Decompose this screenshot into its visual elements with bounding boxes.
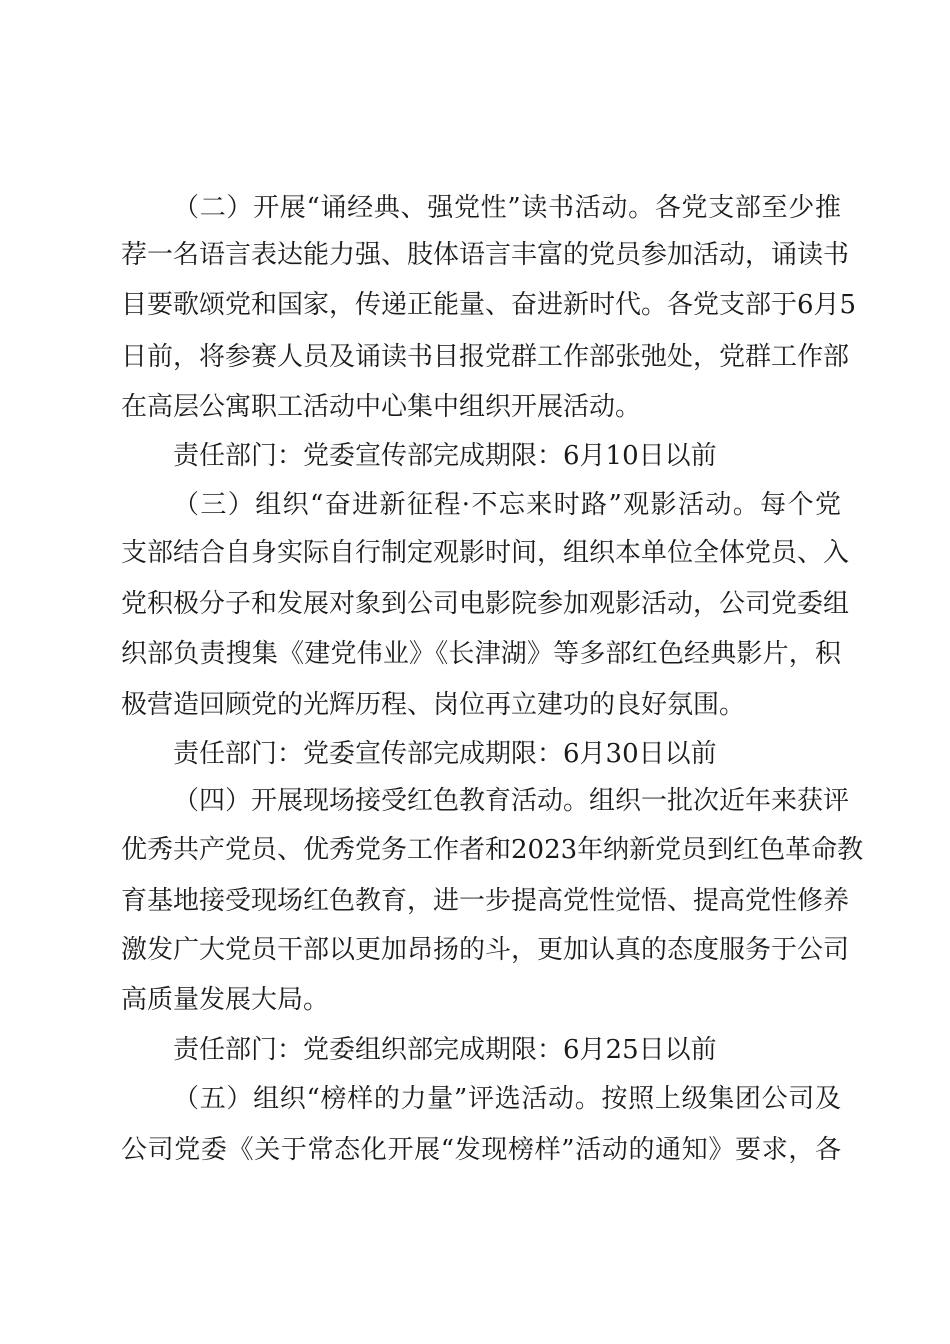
section-4-responsibility: 责任部门：党委组织部完成期限：6月25日以前 (173, 1035, 717, 1065)
section-3-line-2: 支部结合自身实际自行制定观影时间，组织本单位全体党员、入 (121, 538, 850, 568)
section-4-line-1: （四）开展现场接受红色教育活动。组织一批次近年来获评 (173, 786, 850, 816)
section-2-responsibility: 责任部门：党委宣传部完成期限：6月10日以前 (173, 441, 717, 471)
section-4-line-2: 优秀共产党员、优秀党务工作者和2023年纳新党员到红色革命教 (121, 835, 864, 865)
section-2-line-4: 日前，将参赛人员及诵读书目报党群工作部张弛处，党群工作部 (121, 342, 850, 372)
section-2-line-2: 荐一名语言表达能力强、肢体语言丰富的党员参加活动，诵读书 (121, 240, 850, 270)
section-2-line-3: 目要歌颂党和国家，传递正能量、奋进新时代。各党支部于6月5 (121, 290, 857, 320)
section-4-line-3: 育基地接受现场红色教育，进一步提高党性觉悟、提高党性修养 (121, 886, 850, 916)
section-4-line-4: 激发广大党员干部以更加昂扬的斗，更加认真的态度服务于公司 (121, 935, 850, 965)
section-5-line-2: 公司党委《关于常态化开展“发现榜样”活动的通知》要求，各 (121, 1135, 841, 1165)
section-4-line-5: 高质量发展大局。 (121, 985, 330, 1015)
section-2-line-5: 在高层公寓职工活动中心集中组织开展活动。 (121, 392, 642, 422)
section-3-line-1: （三）组织“奋进新征程·不忘来时路”观影活动。每个党 (173, 490, 841, 520)
section-3-line-4: 织部负责搜集《建党伟业》《长津湖》等多部红色经典影片，积 (121, 639, 841, 669)
section-3-responsibility: 责任部门：党委宣传部完成期限：6月30日以前 (173, 739, 717, 769)
section-5-line-1: （五）组织“榜样的力量”评选活动。按照上级集团公司及 (173, 1084, 841, 1114)
section-3-line-5: 极营造回顾党的光辉历程、岗位再立建功的良好氛围。 (121, 690, 746, 720)
section-3-line-3: 党积极分子和发展对象到公司电影院参加观影活动，公司党委组 (121, 589, 850, 619)
section-2-line-1: （二）开展“诵经典、强党性”读书活动。各党支部至少推 (173, 193, 841, 223)
